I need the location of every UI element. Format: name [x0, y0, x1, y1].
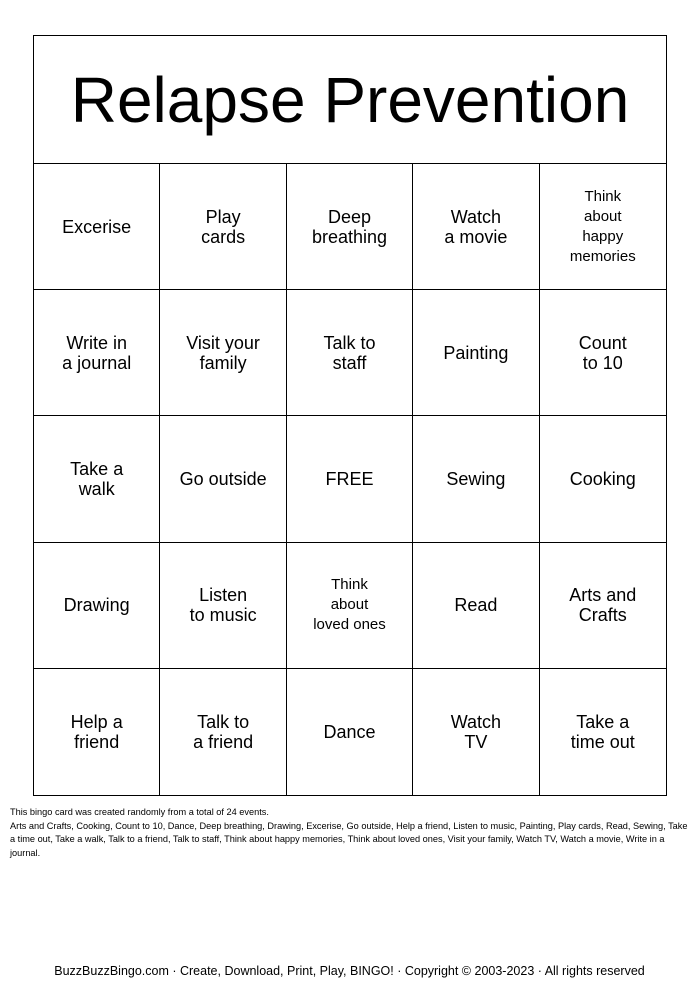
card-title: Relapse Prevention	[70, 63, 630, 136]
notes-events-list: Arts and Crafts, Cooking, Count to 10, Dance, Deep breathing, Drawing, Excerise, Go outside, Help a friend, Listen to music, Painting, Play cards, Read, Sewing, Take a time out, Take a walk, Talk to a friend, Talk to staff, Think about happy memories, Think about loved ones, Visit your family, Watch TV, Watch a movie, Write in a journal.	[10, 820, 688, 858]
cell-text: Take a walk	[70, 458, 124, 499]
bingo-cell	[160, 416, 286, 542]
cell-text: Dance	[323, 721, 376, 742]
bingo-cell	[160, 290, 286, 416]
bingo-cell	[34, 416, 160, 542]
free-cell	[287, 416, 413, 542]
cell-text: Painting	[443, 342, 509, 363]
bingo-cell	[413, 543, 539, 669]
cell-text: Talk to a friend	[193, 711, 254, 752]
cell-text: Write in a journal	[62, 332, 132, 373]
bingo-cell	[34, 669, 160, 795]
bingo-cell	[287, 669, 413, 795]
cell-text: Talk to staff	[323, 332, 376, 373]
card-notes	[10, 806, 690, 860]
cell-text: Sewing	[446, 468, 506, 489]
cell-text: Watch TV	[450, 711, 502, 752]
cell-text: Read	[454, 595, 498, 616]
footer-copyright: BuzzBuzzBingo.com · Create, Download, Print, Play, BINGO! · Copyright © 2003-2023 · All rights reserved	[54, 964, 645, 978]
cell-text: Think about happy memories	[569, 187, 636, 265]
cell-text: Visit your family	[186, 332, 260, 373]
bingo-cell	[540, 416, 666, 542]
bingo-cell	[540, 669, 666, 795]
title-box	[34, 36, 666, 164]
bingo-grid	[34, 164, 666, 795]
bingo-cell	[540, 164, 666, 290]
bingo-cell	[160, 164, 286, 290]
bingo-cell	[540, 543, 666, 669]
bingo-cell	[160, 669, 286, 795]
bingo-cell	[413, 669, 539, 795]
cell-text: Arts and Crafts	[569, 585, 637, 626]
bingo-cell	[540, 290, 666, 416]
bingo-cell	[34, 290, 160, 416]
cell-text: Drawing	[63, 595, 130, 616]
bingo-cell	[287, 164, 413, 290]
cell-text: Count to 10	[578, 332, 627, 373]
bingo-cell	[160, 543, 286, 669]
cell-text: Watch a movie	[444, 206, 508, 247]
bingo-cell	[287, 543, 413, 669]
cell-text: Help a friend	[70, 711, 123, 752]
bingo-cell	[287, 290, 413, 416]
notes-summary: This bingo card was created randomly from a total of 24 events.	[10, 807, 269, 817]
cell-text: Play cards	[201, 206, 246, 247]
cell-text: Listen to music	[189, 585, 257, 626]
cell-text: Cooking	[569, 468, 636, 489]
cell-text: Excerise	[62, 216, 132, 237]
bingo-cell	[413, 290, 539, 416]
bingo-cell	[413, 164, 539, 290]
cell-text: Think about loved ones	[313, 576, 386, 634]
cell-text: Take a time out	[570, 711, 635, 752]
bingo-card	[33, 35, 667, 796]
bingo-cell	[413, 416, 539, 542]
bingo-cell	[34, 543, 160, 669]
bingo-cell	[34, 164, 160, 290]
cell-text: Deep breathing	[311, 206, 388, 247]
cell-text: FREE	[325, 468, 374, 489]
cell-text: Go outside	[179, 468, 267, 489]
